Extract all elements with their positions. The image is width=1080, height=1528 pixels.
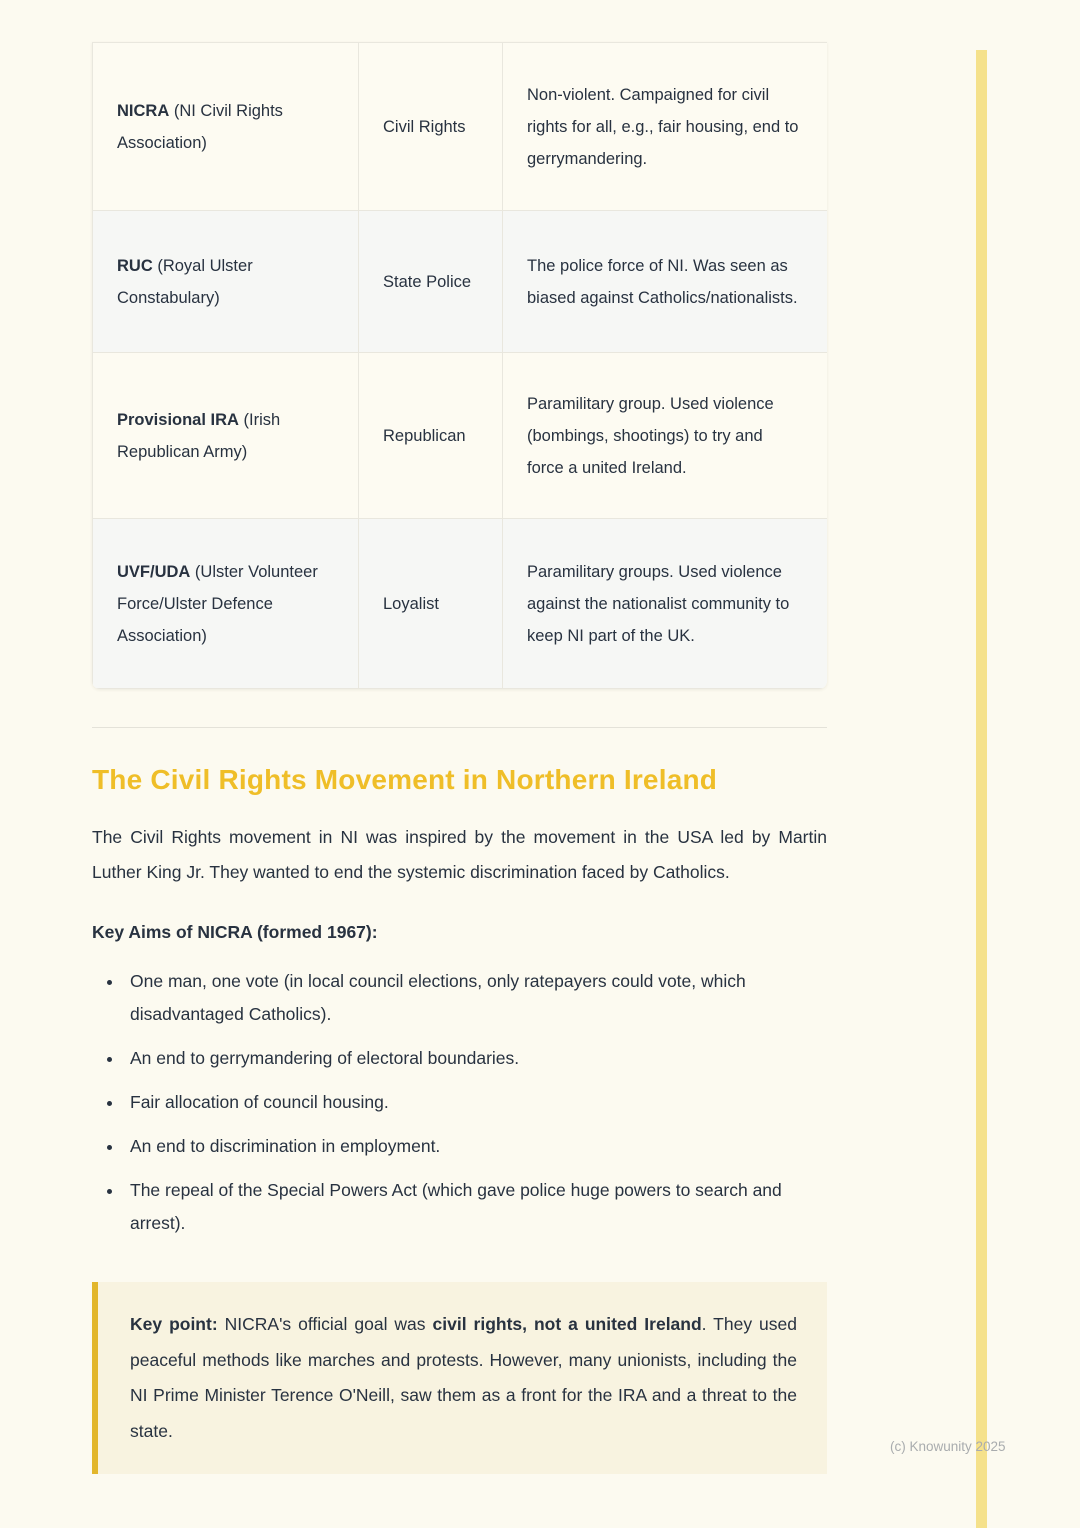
group-type-cell: Civil Rights: [359, 43, 503, 211]
section-divider: [92, 727, 827, 728]
group-abbr: NICRA: [117, 101, 170, 120]
group-desc-cell: Paramilitary group. Used violence (bombings, shootings) to try and force a united Ireland.: [503, 353, 828, 519]
group-desc-cell: Paramilitary groups. Used violence against the nationalist community to keep NI part of the UK.: [503, 519, 828, 689]
aims-list-item: • One man, one vote (in local council elections, only ratepayers could vote, which disadvantaged Catholics).: [124, 965, 827, 1031]
group-fullname: (Irish Republican Army): [117, 410, 281, 461]
table-row: [93, 353, 828, 519]
copyright-footer: (c) Knowunity 2025: [890, 1439, 1006, 1454]
aims-list-item: • The repeal of the Special Powers Act (which gave police huge powers to search and arrest).: [124, 1174, 827, 1240]
keypoint-text: [130, 1307, 797, 1449]
intro-paragraph: The Civil Rights movement in NI was inspired by the movement in the USA led by Martin Luther King Jr. They wanted to end the systemic discrimination faced by Catholics.: [92, 827, 827, 882]
aims-heading: Key Aims of NICRA (formed 1967):: [92, 922, 378, 942]
group-name-cell: [93, 519, 359, 689]
group-abbr: UVF/UDA: [117, 562, 191, 581]
group-desc-cell: The police force of NI. Was seen as biased against Catholics/nationalists.: [503, 211, 828, 353]
group-fullname: (Royal Ulster Constabulary): [117, 256, 253, 307]
ni-groups-table: [92, 42, 827, 689]
keypoint-label: Key point:: [130, 1314, 218, 1334]
table-row: [93, 43, 828, 211]
group-name-cell: [93, 211, 359, 353]
aims-list-item: • An end to discrimination in employment.: [124, 1130, 827, 1163]
group-name-cell: [93, 43, 359, 211]
keypoint-text-segment: NICRA's official goal was: [217, 1314, 433, 1334]
aims-list: [92, 965, 827, 1240]
aims-list-item: • An end to gerrymandering of electoral boundaries.: [124, 1042, 827, 1075]
page-accent-bar: [976, 50, 987, 1528]
keypoint-callout: [92, 1282, 827, 1474]
group-type-cell: Loyalist: [359, 519, 503, 689]
table-row: [93, 211, 828, 353]
group-desc-cell: Non-violent. Campaigned for civil rights for all, e.g., fair housing, end to gerrymandering.: [503, 43, 828, 211]
groups-table-wrapper: [92, 42, 827, 689]
group-abbr: Provisional IRA: [117, 410, 239, 429]
group-name-cell: [93, 353, 359, 519]
page-content: [92, 42, 827, 1474]
group-type-cell: State Police: [359, 211, 503, 353]
keypoint-bold-segment: civil rights, not a united Ireland: [432, 1314, 702, 1334]
keypoint-text-segment: . They used peaceful methods like marches and protests. However, many unionists, including the NI Prime Minister Terence O'Neill, saw them as a front for the IRA and a threat to the state.: [130, 1314, 797, 1441]
group-fullname: (NI Civil Rights Association): [117, 101, 283, 152]
group-abbr: RUC: [117, 256, 153, 275]
table-row: [93, 519, 828, 689]
group-fullname: (Ulster Volunteer Force/Ulster Defence Association): [117, 562, 318, 645]
aims-list-item: • Fair allocation of council housing.: [124, 1086, 827, 1119]
group-type-cell: Republican: [359, 353, 503, 519]
section-heading: The Civil Rights Movement in Northern Ireland: [92, 764, 718, 795]
